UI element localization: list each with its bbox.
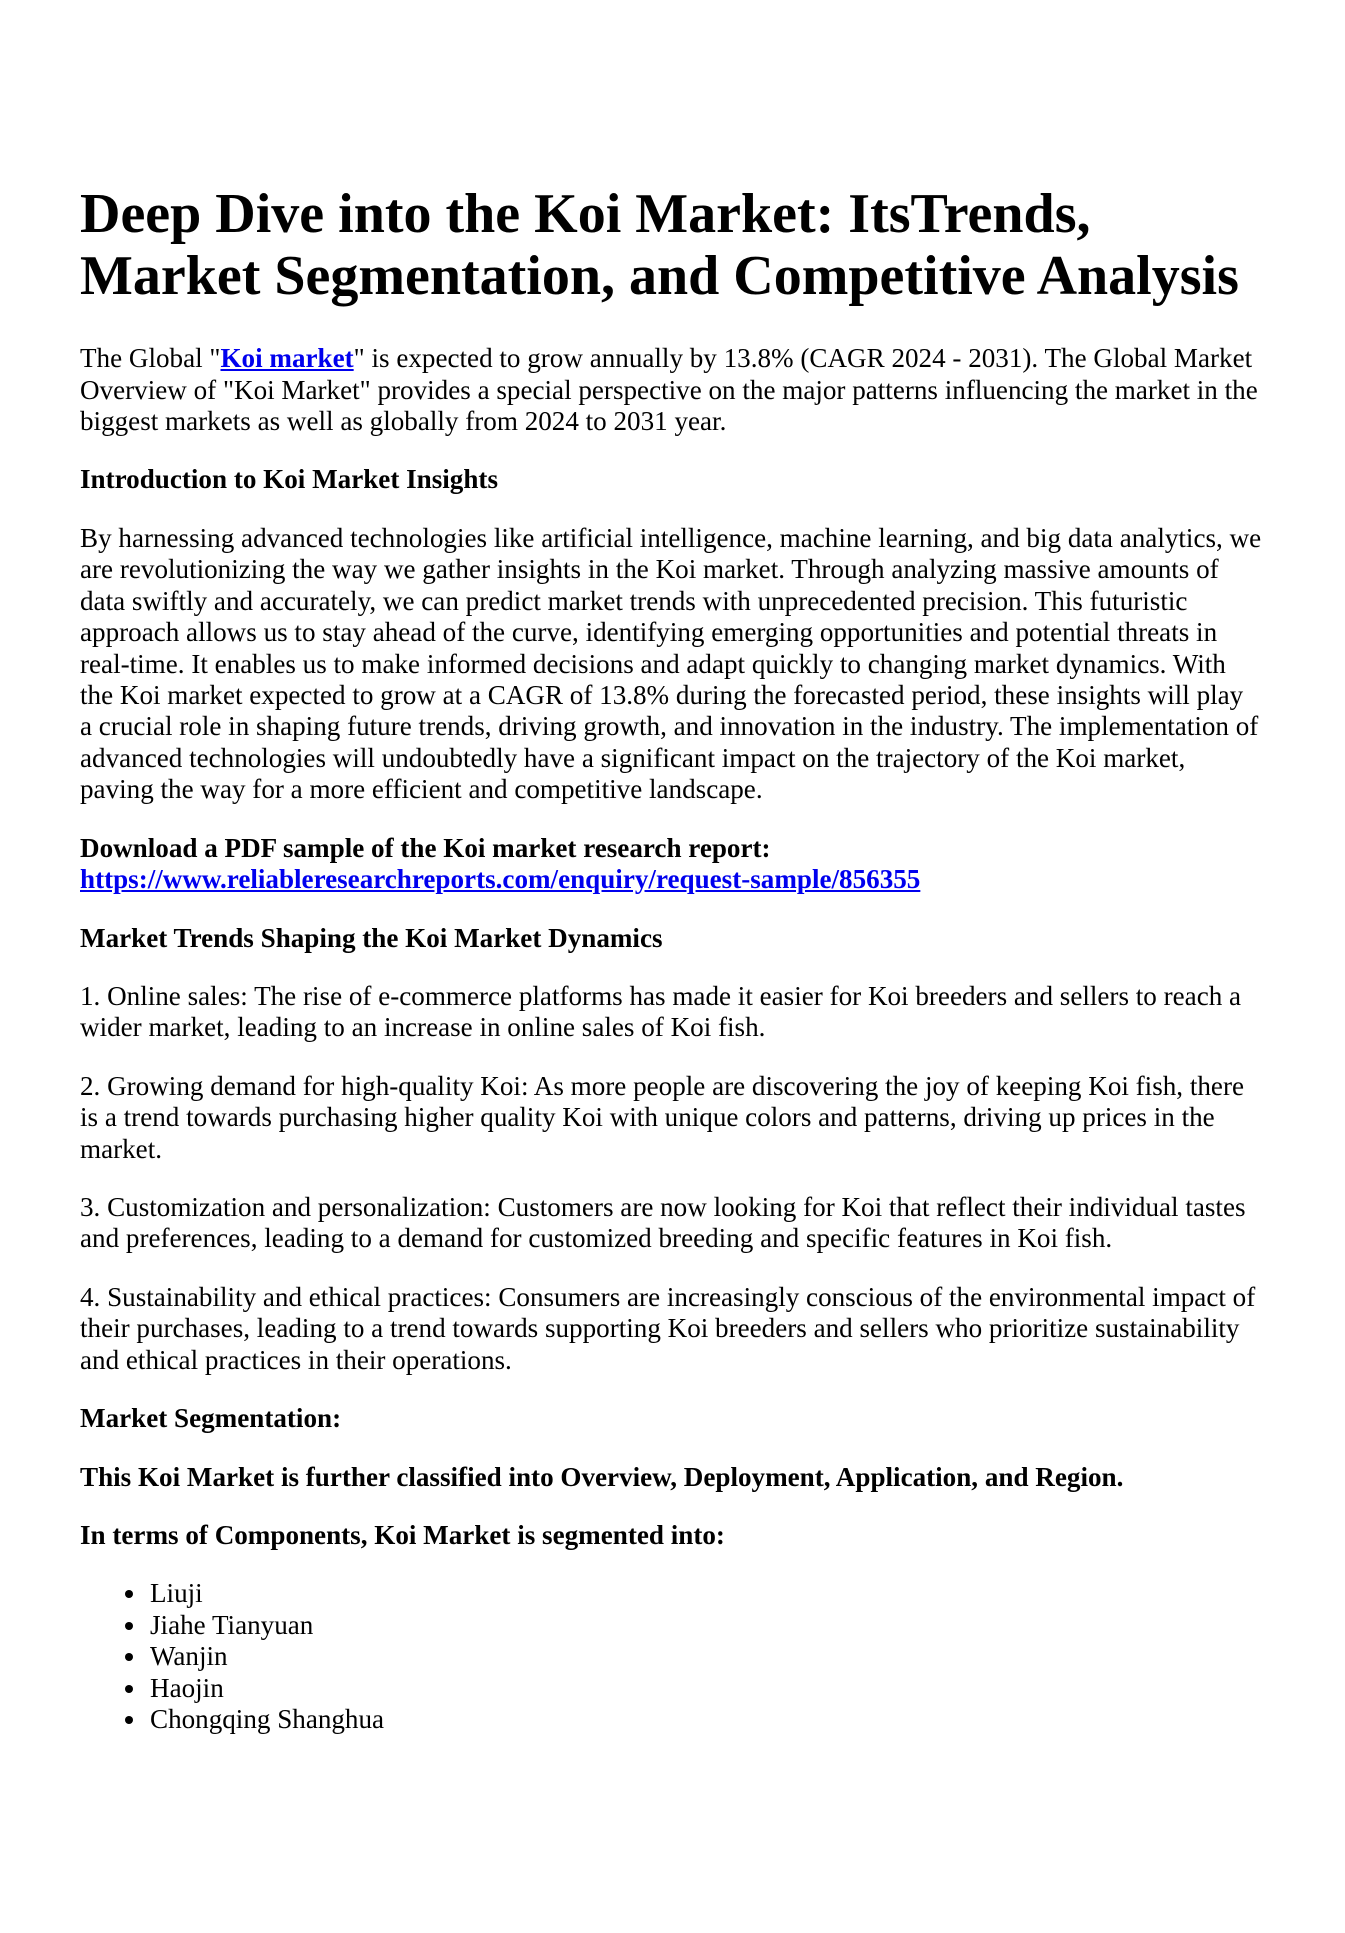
trend-item-1: 1. Online sales: The rise of e-commerce platforms has made it easier for Koi breeders and sellers to reach a wider market, leading to an increase in online sales of Koi fish.	[80, 980, 1242, 1043]
components-list	[80, 1578, 1262, 1735]
trend-item-3: 3. Customization and personalization: Customers are now looking for Koi that reflect their individual tastes and preferences, leading to a demand for customized breeding and specific features in Koi fish.	[80, 1192, 1246, 1254]
insights-paragraph: By harnessing advanced technologies like artificial intelligence, machine learning, and big data analytics, we are revolutionizing the way we gather insights in the Koi market. Through analyzing massive amounts of data swiftly and accurately, we can predict market trends with unprecedented precision. This futuristic approach allows us to stay ahead of the curve, identifying emerging opportunities and potential threats in real-time. It enables us to make informed decisions and adapt quickly to changing market dynamics. With the Koi market expected to grow at a CAGR of 13.8% during the forecasted period, these insights will play a crucial role in shaping future trends, driving growth, and innovation in the industry. The implementation of advanced technologies will undoubtedly have a significant impact on the trajectory of the Koi market, paving the way for a more efficient and competitive landscape.	[80, 522, 1262, 805]
trend-item-2: 2. Growing demand for high-quality Koi: As more people are discovering the joy of keeping Koi fish, there is a trend towards purchasing higher quality Koi with unique colors and patterns, driving up prices in the market.	[80, 1070, 1244, 1164]
trend-item-4: 4. Sustainability and ethical practices: Consumers are increasingly conscious of the environmental impact of their purchases, leading to a trend towards supporting Koi breeders and sellers who prioritize sustainability and ethical practices in their operations.	[80, 1281, 1256, 1375]
download-label: Download a PDF sample of the Koi market research report:	[80, 832, 771, 863]
heading-market-trends: Market Trends Shaping the Koi Market Dynamics	[80, 922, 663, 953]
page-title: Deep Dive into the Koi Market: ItsTrends, Market Segmentation, and Competitive Analysis	[80, 183, 1239, 307]
list-item-haojin: • Haojin	[148, 1673, 1262, 1704]
intro-text-pre: The Global "	[80, 343, 221, 374]
koi-market-link[interactable]: Koi market	[220, 343, 354, 374]
list-item-wanjin: • Wanjin	[148, 1641, 1262, 1672]
download-section	[80, 833, 1262, 896]
intro-text-post: " is expected to grow annually by 13.8% (CAGR 2024 - 2031). The Global Market Overview of "Koi Market" provides a special perspective on the major patterns influencing the market in the biggest markets as well as globally from 2024 to 2031 year.	[80, 343, 1258, 437]
heading-components: In terms of Components, Koi Market is segmented into:	[80, 1520, 725, 1550]
list-item-jiahe-tianyuan: • Jiahe Tianyuan	[148, 1610, 1262, 1641]
list-item-liuji: • Liuji	[148, 1578, 1262, 1609]
list-item-chongqing-shanghua: • Chongqing Shanghua	[148, 1704, 1262, 1735]
heading-introduction: Introduction to Koi Market Insights	[80, 464, 498, 495]
download-link[interactable]: https://www.reliableresearchreports.com/enquiry/request-sample/856355	[80, 864, 921, 895]
intro-paragraph	[80, 343, 1262, 437]
heading-market-segmentation: Market Segmentation:	[80, 1403, 342, 1434]
classification-line: This Koi Market is further classified into Overview, Deployment, Application, and Region.	[80, 1461, 1124, 1492]
